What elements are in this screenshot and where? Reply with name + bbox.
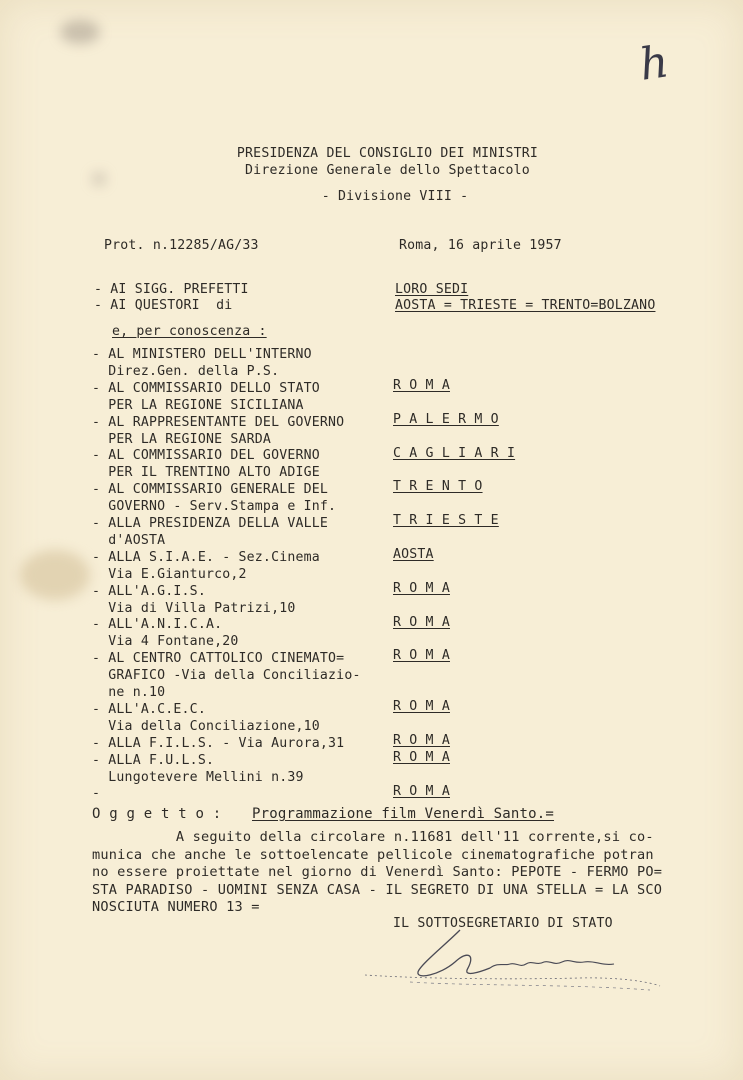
handwritten-signature bbox=[350, 920, 670, 1000]
body-line: STA PARADISO - UOMINI SENZA CASA - IL SEGRETO DI UNA STELLA = LA SCO bbox=[92, 881, 663, 898]
paper-stain bbox=[60, 20, 100, 44]
subject-label: O g g e t t o : bbox=[92, 806, 222, 822]
recipient-line: PER IL TRENTINO ALTO ADIGE bbox=[92, 465, 320, 481]
recipient-line: PER LA REGIONE SARDA bbox=[92, 431, 272, 447]
recipient-destination: R O M A bbox=[393, 699, 450, 714]
body-line: no essere proiettate nel giorno di Venerdì Santo: PEPOTE - FERMO PO= bbox=[92, 864, 663, 880]
recipient-line: - ALL'A.N.I.C.A. bbox=[92, 617, 223, 633]
addressee-questori-dest: AOSTA = TRIESTE = TRENTO=BOLZANO bbox=[395, 298, 656, 313]
recipient-line: - AL COMMISSARIO GENERALE DEL bbox=[92, 482, 329, 498]
recipient-line: - AL COMMISSARIO DEL GOVERNO bbox=[92, 448, 320, 464]
place-date: Roma, 16 aprile 1957 bbox=[399, 238, 562, 253]
recipient-destination: C A G L I A R I bbox=[393, 445, 516, 461]
header-line-3: - Divisione VIII - bbox=[321, 189, 469, 204]
subject-text: Programmazione film Venerdì Santo.= bbox=[252, 806, 555, 822]
protocol-number: Prot. n.12285/AG/33 bbox=[104, 238, 259, 253]
recipient-destination: R O M A bbox=[393, 648, 450, 664]
recipient-line: Via 4 Fontane,20 bbox=[92, 634, 239, 650]
recipient-destination: R O M A bbox=[393, 580, 450, 596]
recipient-line: d'AOSTA bbox=[92, 532, 166, 548]
body-line: munica che anche le sottoelencate pellicole cinematografiche potran bbox=[92, 846, 654, 863]
recipient-line: - AL COMMISSARIO DELLO STATO bbox=[92, 380, 320, 396]
recipient-line: Lungotevere Mellini n.39 bbox=[92, 769, 304, 785]
recipient-line: GOVERNO - Serv.Stampa e Inf. bbox=[92, 499, 337, 515]
body-line: NOSCIUTA NUMERO 13 = bbox=[92, 899, 260, 915]
recipient-destination: AOSTA bbox=[393, 546, 434, 562]
recipient-line: Direz.Gen. della P.S. bbox=[92, 363, 280, 379]
recipient-line: - ALLA F.I.L.S. - Via Aurora,31 bbox=[92, 735, 345, 751]
paper-stain bbox=[20, 550, 90, 600]
recipient-line: - AL CENTRO CATTOLICO CINEMATO= bbox=[92, 651, 345, 667]
recipient-line: PER LA REGIONE SICILIANA bbox=[92, 397, 304, 413]
addressee-questori: - AI QUESTORI di bbox=[94, 298, 233, 313]
recipient-line: - AL MINISTERO DELL'INTERNO bbox=[92, 347, 312, 362]
recipient-destination: R O M A bbox=[393, 749, 450, 765]
recipient-destination: R O M A bbox=[393, 732, 450, 748]
recipient-line: - ALLA S.I.A.E. - Sez.Cinema bbox=[92, 549, 320, 565]
recipient-destination: R O M A bbox=[393, 377, 450, 393]
recipient-line: - ALL'A.C.E.C. bbox=[92, 701, 206, 717]
for-knowledge-label: e, per conoscenza : bbox=[112, 324, 267, 339]
recipient-destination: T R I E S T E bbox=[393, 513, 499, 529]
recipient-line: Via E.Gianturco,2 bbox=[92, 566, 247, 582]
recipient-line: ne n.10 bbox=[92, 685, 166, 700]
signatory-title: IL SOTTOSEGRETARIO DI STATO bbox=[393, 916, 613, 931]
recipient-destination: P A L E R M O bbox=[393, 411, 499, 427]
recipient-destination: R O M A bbox=[393, 614, 450, 630]
recipient-line: - AL RAPPRESENTANTE DEL GOVERNO bbox=[92, 414, 345, 430]
recipient-line: - ALLA F.U.L.S. bbox=[92, 752, 215, 768]
recipient-line: - ALL'A.G.I.S. bbox=[92, 583, 206, 599]
addressee-prefetti: - AI SIGG. PREFETTI bbox=[94, 282, 249, 297]
recipient-line: GRAFICO -Via della Conciliazio- bbox=[92, 668, 361, 684]
handwritten-annotation: h bbox=[636, 36, 672, 91]
recipient-line: Via della Conciliazione,10 bbox=[92, 718, 320, 734]
addressee-prefetti-dest: LORO SEDI bbox=[395, 282, 469, 297]
header-line-1: PRESIDENZA DEL CONSIGLIO DEI MINISTRI bbox=[236, 146, 539, 161]
recipient-destination: T R E N T O bbox=[393, 479, 483, 495]
recipient-destination: R O M A bbox=[393, 783, 450, 799]
recipient-line: Via di Villa Patrizi,10 bbox=[92, 600, 296, 616]
recipient-line: - ALLA PRESIDENZA DELLA VALLE bbox=[92, 516, 329, 531]
body-line: A seguito della circolare n.11681 dell'11 corrente,si co- bbox=[92, 829, 654, 845]
header-line-2: Direzione Generale dello Spettacolo bbox=[245, 163, 530, 178]
list-end-dash: - bbox=[92, 786, 101, 801]
